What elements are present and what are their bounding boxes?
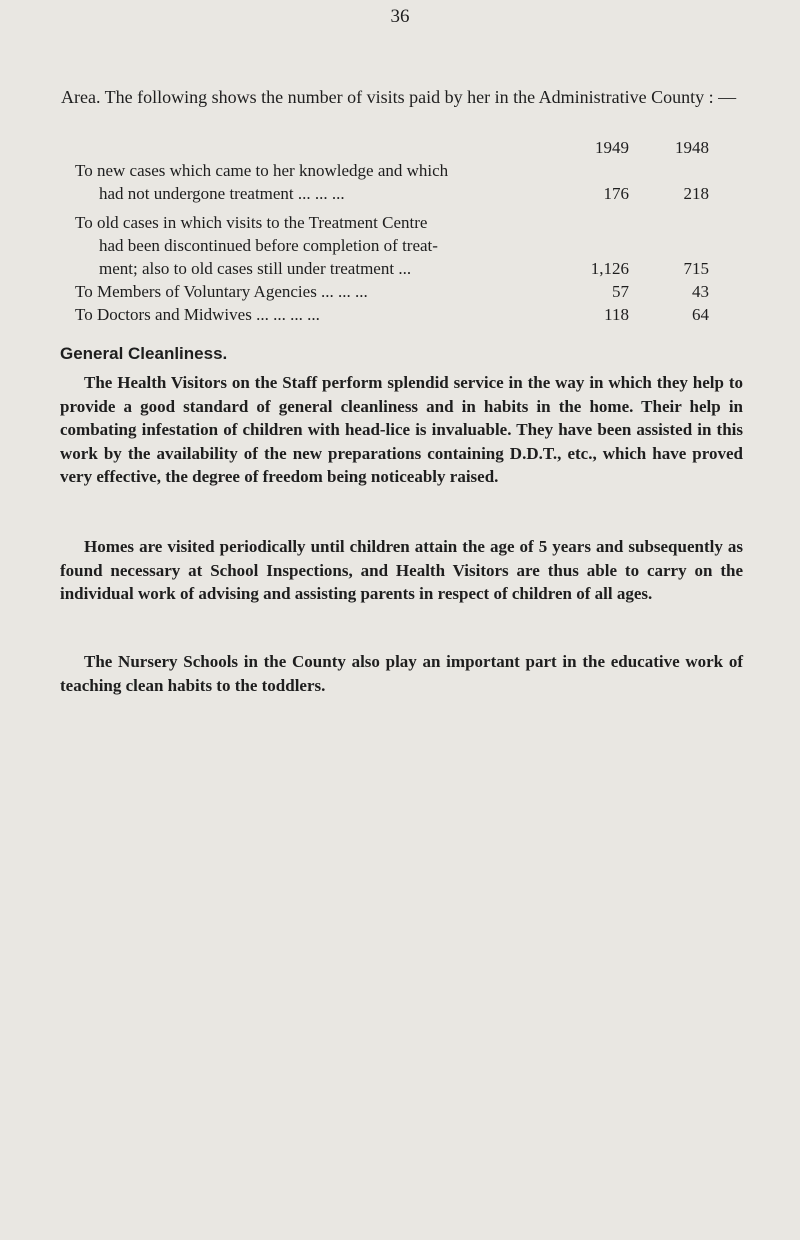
table-row <box>75 280 725 303</box>
paragraph: The Nursery Schools in the County also play an important part in the educative work of teaching clean habits to the toddlers. <box>60 652 743 695</box>
value-1949: 176 <box>603 184 629 203</box>
row-line: To Doctors and Midwives ... ... ... ... <box>75 305 320 324</box>
value-1948: 715 <box>683 259 709 278</box>
paragraph: The Health Visitors on the Staff perform splendid service in the way in which they help to provide a good standard of general cleanliness and in habits in the home. Their help in combating infestation of children with head-lice is invaluable. They have been assisted in this work by the availability of the new preparations containing D.D.T., etc., which have proved very effective, the degree of freedom being noticeably raised. <box>60 373 743 486</box>
section-heading: General Cleanliness. <box>60 344 228 363</box>
row-description <box>75 303 595 326</box>
paragraph: Homes are visited periodically until children attain the age of 5 years and subsequently as found necessary at School Inspections, and Health Visitors are thus able to carry on the individual work of advising and assisting parents in respect of children of all ages. <box>60 537 743 603</box>
table-row <box>75 159 725 205</box>
row-description <box>75 159 595 205</box>
year-header-1948: 1948 <box>675 138 709 157</box>
row-line: ment; also to old cases still under treatment ... <box>99 259 412 278</box>
row-line: had been discontinued before completion of treat- <box>99 236 438 255</box>
value-1949: 57 <box>612 282 629 301</box>
value-1948: 64 <box>692 305 709 324</box>
value-1949: 1,126 <box>590 259 629 278</box>
row-line: To Members of Voluntary Agencies ... ... ... <box>75 282 368 301</box>
year-header-1949: 1949 <box>595 138 629 157</box>
row-line: had not undergone treatment ... ... ... <box>99 184 345 203</box>
value-1948: 43 <box>692 282 709 301</box>
table-row <box>75 303 725 326</box>
row-description <box>75 280 595 303</box>
row-line: To old cases in which visits to the Treatment Centre <box>75 213 428 232</box>
row-line: To new cases which came to her knowledge and which <box>75 161 449 180</box>
value-1949: 118 <box>604 305 629 324</box>
page-number: 36 <box>390 6 410 27</box>
table-row <box>75 211 725 280</box>
value-1948: 218 <box>683 184 709 203</box>
intro-text: Area. The following shows the number of visits paid by her in the Administrative County : — <box>61 87 737 107</box>
row-description <box>75 211 595 280</box>
